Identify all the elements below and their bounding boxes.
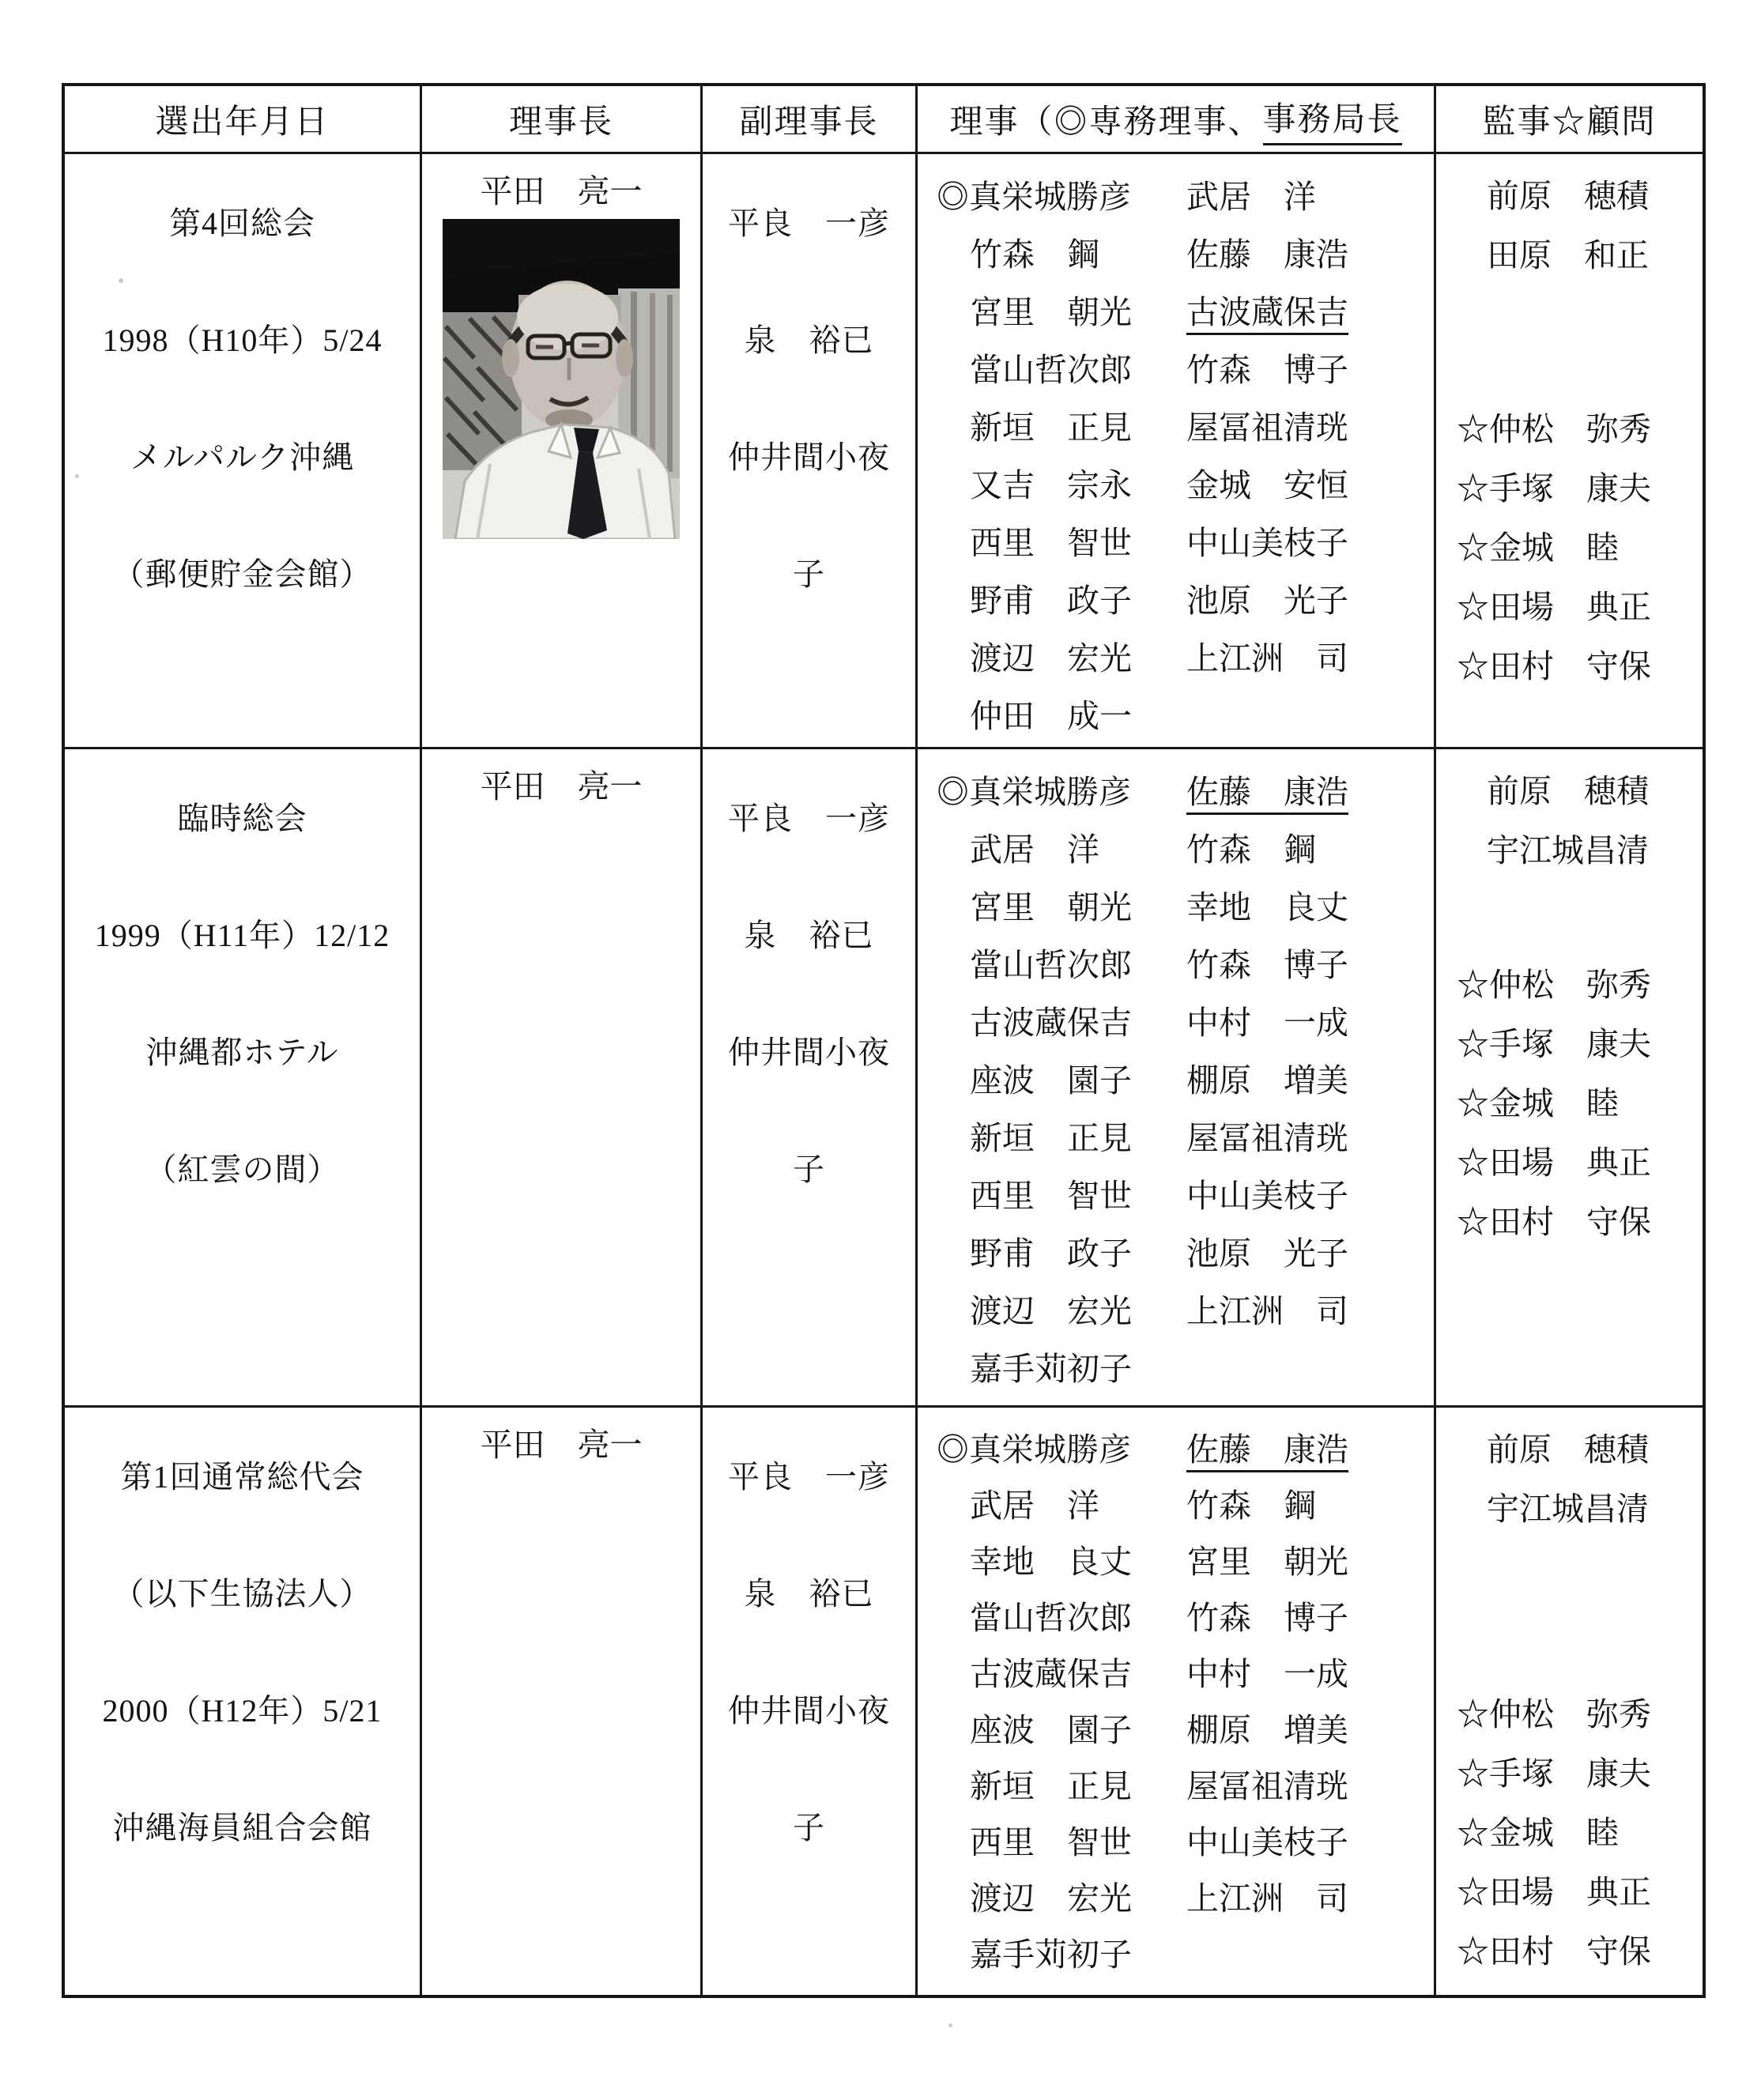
director-line xyxy=(918,1587,1434,1643)
advisor-name: ☆田村 守保 xyxy=(1457,1933,1651,1970)
row3-directors-cell xyxy=(918,1408,1436,1995)
advisor-name: ☆金城 睦 xyxy=(1457,1085,1619,1122)
director-line xyxy=(918,991,1434,1049)
director-line xyxy=(918,1699,1434,1755)
chairman-name: 平田 亮一 xyxy=(480,1426,643,1463)
director-name: 屋冨祖清珖 xyxy=(1186,1120,1348,1156)
header-directors-prefix: 理事（◎専務理事、 xyxy=(949,104,1263,141)
row2-directors-cell xyxy=(918,749,1436,1408)
advisor-name: ☆金城 睦 xyxy=(1457,1815,1619,1851)
secretary-general-name-underlined: 佐藤 康浩 xyxy=(1186,774,1348,815)
director-name: 竹森 博子 xyxy=(1186,352,1348,388)
director-name: 宮里 朝光 xyxy=(970,889,1132,926)
director-name: 渡辺 宏光 xyxy=(970,640,1132,677)
director-line xyxy=(918,818,1434,876)
director-line xyxy=(918,760,1434,818)
auditor-name: 宇江城昌清 xyxy=(1487,1491,1649,1527)
director-name: 竹森 鋼 xyxy=(970,236,1099,273)
director-name: 中山美枝子 xyxy=(1186,1824,1348,1861)
header-directors xyxy=(918,86,1436,154)
director-name: 屋冨祖清珖 xyxy=(1186,1768,1348,1804)
director-name: 宮里 朝光 xyxy=(970,294,1132,330)
director-line xyxy=(918,165,1434,223)
header-auditors xyxy=(1436,86,1703,154)
director-name: 竹森 博子 xyxy=(1186,1600,1348,1636)
director-name: 幸地 良丈 xyxy=(970,1544,1132,1580)
director-line xyxy=(918,1164,1434,1222)
chairman-name: 平田 亮一 xyxy=(480,767,643,805)
director-name: 竹森 鋼 xyxy=(1186,831,1316,868)
chairman-portrait-photo xyxy=(443,219,680,539)
meeting-venue-note: （郵便貯金会館） xyxy=(112,556,372,592)
director-name: 中山美枝子 xyxy=(1186,1178,1348,1214)
director-line xyxy=(918,1337,1434,1395)
row3-date-cell xyxy=(65,1408,422,1995)
director-name: 古波蔵保吉 xyxy=(970,1656,1132,1692)
auditor-name: 前原 穂積 xyxy=(1487,773,1649,809)
header-chairman xyxy=(422,86,703,154)
header-auditors-label: 監事☆顧問 xyxy=(1482,104,1657,141)
meeting-name: 第1回通常総代会 xyxy=(120,1458,364,1495)
secretary-general-name xyxy=(1186,286,1434,333)
director-name: 新垣 正見 xyxy=(970,1120,1132,1156)
director-line xyxy=(918,627,1434,684)
director-name: 西里 智世 xyxy=(970,525,1132,561)
director-line xyxy=(918,511,1434,569)
director-name: 中村 一成 xyxy=(1186,1656,1348,1692)
managing-director-name: ◎真栄城勝彦 xyxy=(937,1431,1131,1468)
director-name: 新垣 正見 xyxy=(970,1768,1132,1804)
row1-directors-cell xyxy=(918,154,1436,749)
director-name: 新垣 正見 xyxy=(970,409,1132,446)
header-vice-chairman xyxy=(703,86,918,154)
row2-date-cell xyxy=(65,749,422,1408)
auditor-name: 前原 穂積 xyxy=(1487,178,1649,214)
meeting-venue: 沖縄都ホテル xyxy=(145,1034,339,1070)
director-line xyxy=(918,1531,1434,1587)
vice-chairman-name: 泉 裕已 xyxy=(744,917,874,953)
row1-chairman-cell xyxy=(422,154,703,749)
vice-chairman-name: 泉 裕已 xyxy=(744,322,874,358)
secretary-general-name xyxy=(1186,766,1434,812)
advisor-name: ☆田村 守保 xyxy=(1457,1204,1651,1240)
auditors-gap xyxy=(1436,282,1703,397)
director-line xyxy=(918,1419,1434,1475)
director-line xyxy=(918,1107,1434,1164)
advisor-name: ☆田村 守保 xyxy=(1457,648,1651,684)
director-name: 古波蔵保吉 xyxy=(970,1005,1132,1041)
row3-auditors-cell xyxy=(1436,1408,1703,1995)
director-name: 竹森 博子 xyxy=(1186,947,1348,983)
advisor-name: ☆仲松 弥秀 xyxy=(1457,1696,1651,1732)
director-name: 嘉手苅初子 xyxy=(970,1351,1132,1387)
director-name: 幸地 良丈 xyxy=(1186,889,1348,926)
advisor-name: ☆仲松 弥秀 xyxy=(1457,967,1651,1003)
director-name: 西里 智世 xyxy=(970,1824,1132,1861)
director-name: 嘉手苅初子 xyxy=(970,1936,1132,1973)
managing-director-name: ◎真栄城勝彦 xyxy=(937,179,1131,215)
row2-chairman-cell xyxy=(422,749,703,1408)
advisor-name: ☆手塚 康夫 xyxy=(1457,1755,1651,1792)
officers-table xyxy=(62,83,1706,1998)
vice-chairman-name: 平良 一彦 xyxy=(728,800,890,836)
director-line xyxy=(918,1643,1434,1699)
director-name: 池原 光子 xyxy=(1186,582,1348,619)
row1-date-cell xyxy=(65,154,422,749)
director-line xyxy=(918,1049,1434,1107)
director-name: 野甫 政子 xyxy=(970,1235,1132,1272)
director-line xyxy=(918,454,1434,511)
director-name: 野甫 政子 xyxy=(970,582,1132,619)
director-line xyxy=(918,933,1434,991)
vice-chairman-name: 平良 一彦 xyxy=(728,1458,890,1495)
director-line xyxy=(918,338,1434,396)
row1-vice-chairman-cell xyxy=(703,154,918,749)
director-line xyxy=(918,1222,1434,1280)
director-line xyxy=(918,1812,1434,1868)
meeting-date: 1998（H10年）5/24 xyxy=(102,322,383,358)
row3-vice-chairman-cell xyxy=(703,1408,918,1995)
secretary-general-name-underlined: 佐藤 康浩 xyxy=(1186,1431,1348,1472)
row2-vice-chairman-cell xyxy=(703,749,918,1408)
vice-chairman-name-wrap: 子 xyxy=(793,556,825,592)
header-date-label: 選出年月日 xyxy=(155,104,330,141)
secretary-general-name-underlined: 古波蔵保吉 xyxy=(1186,294,1348,335)
vice-chairman-name: 平良 一彦 xyxy=(728,205,890,241)
vice-chairman-name: 仲井間小夜 xyxy=(728,1034,890,1070)
director-line xyxy=(918,876,1434,933)
director-name: 上江洲 司 xyxy=(1186,1880,1348,1917)
director-name: 池原 光子 xyxy=(1186,1235,1348,1272)
director-name: 當山哲次郎 xyxy=(970,352,1132,388)
vice-chairman-name: 仲井間小夜 xyxy=(728,439,890,475)
meeting-venue: メルパルク沖縄 xyxy=(130,439,355,475)
director-line xyxy=(918,684,1434,742)
director-name: 座波 園子 xyxy=(970,1712,1132,1748)
director-name: 宮里 朝光 xyxy=(1186,1544,1348,1580)
vice-chairman-name-wrap: 子 xyxy=(793,1809,825,1846)
scan-speck xyxy=(119,278,123,283)
scan-speck xyxy=(75,474,79,478)
advisor-name: ☆手塚 康夫 xyxy=(1457,1026,1651,1062)
director-name: 佐藤 康浩 xyxy=(1186,236,1348,273)
director-line xyxy=(918,1924,1434,1980)
advisor-name: ☆田場 典正 xyxy=(1457,589,1651,625)
auditor-name: 宇江城昌清 xyxy=(1487,832,1649,869)
advisor-name: ☆手塚 康夫 xyxy=(1457,470,1651,507)
director-line xyxy=(918,1868,1434,1924)
director-name: 金城 安恒 xyxy=(1186,467,1348,503)
director-name: 座波 園子 xyxy=(970,1062,1132,1099)
director-name: 竹森 鋼 xyxy=(1186,1487,1316,1524)
row3-chairman-cell xyxy=(422,1408,703,1995)
header-secretary-general-underlined: 事務局長 xyxy=(1263,93,1402,145)
row2-auditors-cell xyxy=(1436,749,1703,1408)
director-line xyxy=(918,1475,1434,1531)
director-name: 武居 洋 xyxy=(970,831,1099,868)
header-chairman-label: 理事長 xyxy=(508,104,613,141)
header-vice-chairman-label: 副理事長 xyxy=(739,104,879,141)
director-name: 中村 一成 xyxy=(1186,1005,1348,1041)
vice-chairman-name: 泉 裕已 xyxy=(744,1575,874,1612)
director-line xyxy=(918,223,1434,281)
auditors-gap xyxy=(1436,877,1703,952)
director-name: 中山美枝子 xyxy=(1186,525,1348,561)
meeting-date: 1999（H11年）12/12 xyxy=(94,917,390,953)
director-name: 渡辺 宏光 xyxy=(970,1293,1132,1329)
meeting-date: 2000（H12年）5/21 xyxy=(102,1692,383,1729)
director-name: 屋冨祖清珖 xyxy=(1186,409,1348,446)
advisor-name: ☆金城 睦 xyxy=(1457,530,1619,566)
advisor-name: ☆田場 典正 xyxy=(1457,1144,1651,1181)
meeting-venue-note: （紅雲の間） xyxy=(145,1151,340,1187)
director-name: 又吉 宗永 xyxy=(970,467,1132,503)
director-line xyxy=(918,396,1434,454)
director-name: 棚原 増美 xyxy=(1186,1712,1348,1748)
director-name: 武居 洋 xyxy=(1186,179,1316,215)
managing-director-name: ◎真栄城勝彦 xyxy=(937,774,1131,810)
meeting-name-note: （以下生協法人） xyxy=(112,1575,372,1612)
advisor-name: ☆仲松 弥秀 xyxy=(1457,411,1651,447)
header-date xyxy=(65,86,422,154)
director-name: 西里 智世 xyxy=(970,1178,1132,1214)
secretary-general-name xyxy=(1186,1423,1434,1470)
meeting-venue: 沖縄海員組合会館 xyxy=(112,1809,372,1846)
director-name: 渡辺 宏光 xyxy=(970,1880,1132,1917)
auditors-gap xyxy=(1436,1536,1703,1682)
vice-chairman-name: 仲井間小夜 xyxy=(728,1692,890,1729)
director-name: 武居 洋 xyxy=(970,1487,1099,1524)
director-line xyxy=(918,1755,1434,1812)
director-name: 上江洲 司 xyxy=(1186,640,1348,677)
vice-chairman-name-wrap: 子 xyxy=(793,1151,825,1187)
meeting-name: 第4回総会 xyxy=(169,205,315,241)
director-name: 上江洲 司 xyxy=(1186,1293,1348,1329)
director-line xyxy=(918,569,1434,627)
director-name: 棚原 増美 xyxy=(1186,1062,1348,1099)
chairman-name: 平田 亮一 xyxy=(480,172,643,209)
scan-speck xyxy=(948,2023,952,2027)
director-name: 當山哲次郎 xyxy=(970,947,1132,983)
auditor-name: 前原 穂積 xyxy=(1487,1431,1649,1468)
meeting-name: 臨時総会 xyxy=(177,800,307,836)
director-name: 當山哲次郎 xyxy=(970,1600,1132,1636)
director-line xyxy=(918,1280,1434,1337)
director-name: 仲田 成一 xyxy=(970,698,1132,734)
auditor-name: 田原 和正 xyxy=(1487,237,1649,273)
advisor-name: ☆田場 典正 xyxy=(1457,1874,1651,1910)
director-line xyxy=(918,281,1434,338)
row1-auditors-cell xyxy=(1436,154,1703,749)
